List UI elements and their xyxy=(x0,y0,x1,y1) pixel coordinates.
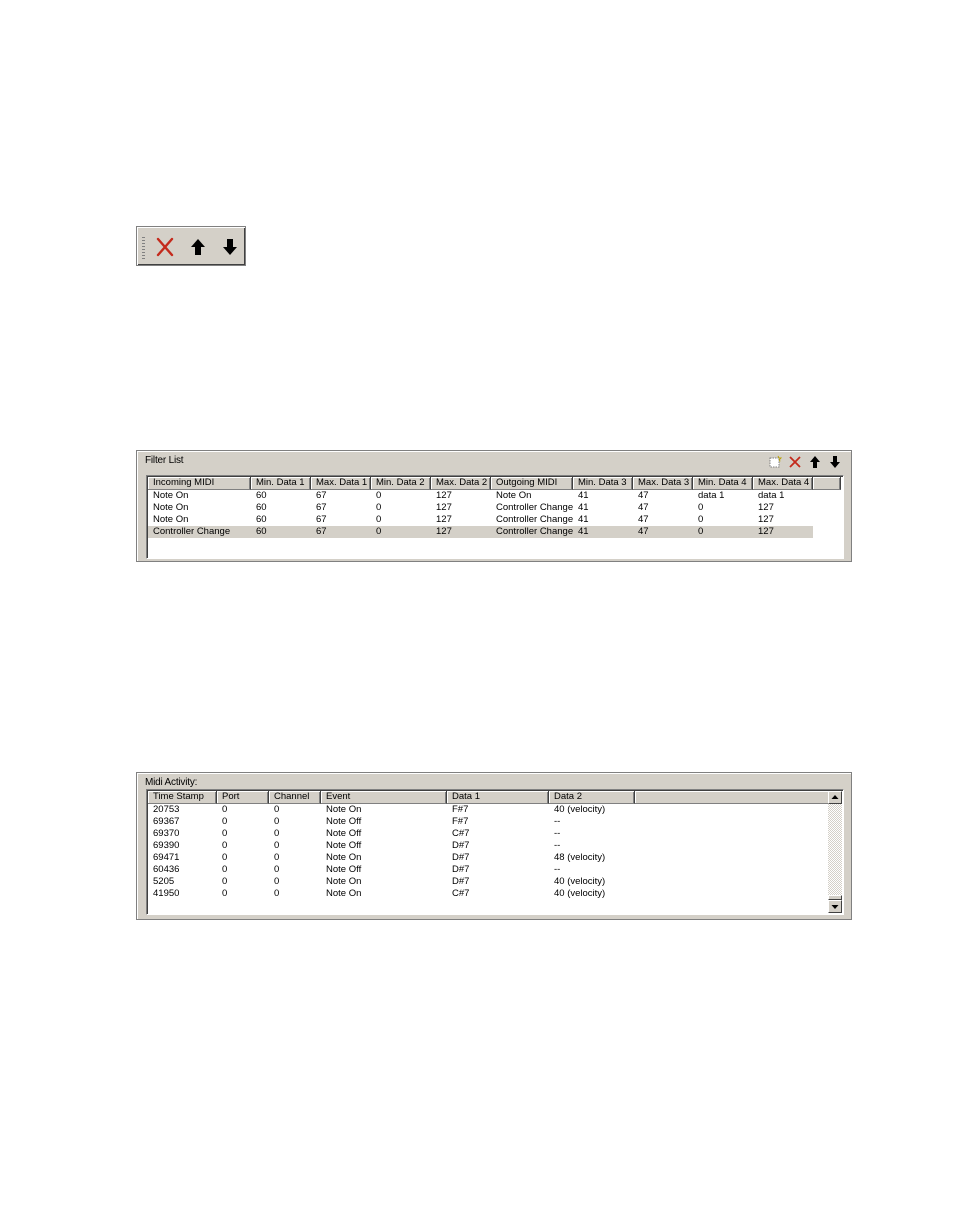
midi-activity-body xyxy=(148,804,635,900)
table-cell: Note On xyxy=(153,514,189,525)
table-cell: Controller Change xyxy=(496,526,573,537)
table-cell: 41 xyxy=(578,514,589,525)
column-header[interactable]: Port xyxy=(217,791,269,804)
table-row[interactable] xyxy=(148,828,635,840)
midi-activity-title: Midi Activity: xyxy=(145,777,198,788)
column-header[interactable]: Data 1 xyxy=(447,791,549,804)
midi-activity-view[interactable] xyxy=(146,789,844,915)
table-cell: 40 (velocity) xyxy=(554,876,606,887)
filter-list-body xyxy=(148,490,813,538)
table-cell: 0 xyxy=(222,816,228,827)
vertical-scrollbar[interactable] xyxy=(828,791,842,913)
table-cell: 0 xyxy=(222,828,228,839)
move-filter-up-button[interactable] xyxy=(807,455,823,469)
table-cell: 127 xyxy=(436,490,452,501)
table-cell: Note On xyxy=(326,888,362,899)
column-header[interactable]: Min. Data 2 xyxy=(371,477,431,490)
table-cell: 0 xyxy=(274,804,280,815)
column-header[interactable]: Outgoing MIDI xyxy=(491,477,573,490)
table-cell: 0 xyxy=(274,840,280,851)
table-cell: 20753 xyxy=(153,804,180,815)
table-cell: 0 xyxy=(698,514,704,525)
table-cell: 67 xyxy=(316,514,327,525)
table-cell: 60 xyxy=(256,490,267,501)
table-cell: 69370 xyxy=(153,828,180,839)
column-header[interactable]: Min. Data 3 xyxy=(573,477,633,490)
table-cell: 127 xyxy=(758,502,774,513)
table-cell: 60 xyxy=(256,502,267,513)
table-cell: Controller Change xyxy=(153,526,231,537)
column-header[interactable]: Event xyxy=(321,791,447,804)
table-cell: data 1 xyxy=(758,490,785,501)
column-header[interactable]: Max. Data 4 xyxy=(753,477,813,490)
table-row[interactable] xyxy=(148,526,813,538)
table-cell: -- xyxy=(554,816,561,827)
table-cell: 127 xyxy=(436,502,452,513)
table-cell: C#7 xyxy=(452,828,470,839)
table-cell: Note Off xyxy=(326,816,362,827)
table-cell: D#7 xyxy=(452,852,470,863)
table-cell: Note On xyxy=(326,804,362,815)
table-cell: -- xyxy=(554,828,561,839)
filter-list-title: Filter List xyxy=(145,455,184,466)
table-cell: Controller Change xyxy=(496,514,573,525)
table-cell: 69471 xyxy=(153,852,180,863)
table-cell: 127 xyxy=(436,526,452,537)
table-cell: 41 xyxy=(578,490,589,501)
table-cell: 69367 xyxy=(153,816,180,827)
table-cell: 0 xyxy=(274,888,280,899)
column-header-filler xyxy=(813,477,841,490)
table-cell: D#7 xyxy=(452,876,470,887)
filter-list-toolbar xyxy=(767,455,843,469)
delete-x-icon xyxy=(154,235,176,259)
table-row[interactable] xyxy=(148,502,813,514)
table-cell: 40 (velocity) xyxy=(554,804,606,815)
column-header-filler xyxy=(635,791,830,804)
column-header[interactable]: Max. Data 3 xyxy=(633,477,693,490)
table-cell: 60 xyxy=(256,514,267,525)
midi-activity-header xyxy=(148,791,830,804)
new-filter-button[interactable] xyxy=(767,455,783,469)
table-cell: 0 xyxy=(698,502,704,513)
table-cell: C#7 xyxy=(452,888,470,899)
move-down-button[interactable] xyxy=(219,235,241,259)
table-cell: 60436 xyxy=(153,864,180,875)
scroll-thumb[interactable] xyxy=(828,895,842,900)
table-cell: 47 xyxy=(638,490,649,501)
delete-x-icon xyxy=(787,455,803,469)
table-cell: 0 xyxy=(274,864,280,875)
scroll-up-button[interactable] xyxy=(828,791,842,804)
table-cell: Note On xyxy=(326,852,362,863)
delete-filter-button[interactable] xyxy=(787,455,803,469)
table-cell: 40 (velocity) xyxy=(554,888,606,899)
table-cell: 0 xyxy=(376,502,382,513)
table-row[interactable] xyxy=(148,816,635,828)
table-cell: F#7 xyxy=(452,804,469,815)
table-row[interactable] xyxy=(148,804,635,816)
toolbar-grip-handle[interactable] xyxy=(142,237,145,259)
table-cell: 127 xyxy=(436,514,452,525)
midi-activity-panel xyxy=(136,772,852,920)
table-cell: 0 xyxy=(274,876,280,887)
arrow-up-icon xyxy=(187,235,209,259)
arrow-up-icon xyxy=(807,455,823,469)
table-cell: 0 xyxy=(274,828,280,839)
table-row[interactable] xyxy=(148,888,635,900)
table-cell: 127 xyxy=(758,526,774,537)
table-cell: Controller Change xyxy=(496,502,573,513)
column-header[interactable]: Channel xyxy=(269,791,321,804)
table-cell: 47 xyxy=(638,502,649,513)
column-header[interactable]: Incoming MIDI xyxy=(148,477,251,490)
table-row[interactable] xyxy=(148,840,635,852)
table-row[interactable] xyxy=(148,852,635,864)
table-row[interactable] xyxy=(148,864,635,876)
filter-list-view[interactable] xyxy=(146,475,844,559)
filter-list-panel xyxy=(136,450,852,562)
table-cell: 67 xyxy=(316,502,327,513)
table-cell: data 1 xyxy=(698,490,725,501)
table-cell: D#7 xyxy=(452,864,470,875)
table-cell: 0 xyxy=(222,804,228,815)
column-header[interactable]: Data 2 xyxy=(549,791,635,804)
move-filter-down-button[interactable] xyxy=(827,455,843,469)
table-cell: -- xyxy=(554,840,561,851)
filter-list-header xyxy=(148,477,841,490)
table-cell: 5205 xyxy=(153,876,175,887)
table-cell: Note On xyxy=(326,876,362,887)
table-cell: 67 xyxy=(316,526,327,537)
scroll-up-arrow-icon xyxy=(829,792,841,803)
table-cell: Note On xyxy=(153,490,189,501)
column-header[interactable]: Max. Data 1 xyxy=(311,477,371,490)
table-cell: 0 xyxy=(222,864,228,875)
table-row[interactable] xyxy=(148,490,813,502)
column-header[interactable]: Min. Data 1 xyxy=(251,477,311,490)
table-cell: 47 xyxy=(638,526,649,537)
table-cell: 47 xyxy=(638,514,649,525)
table-cell: 41950 xyxy=(153,888,180,899)
table-row[interactable] xyxy=(148,514,813,526)
table-cell: D#7 xyxy=(452,840,470,851)
table-cell: 0 xyxy=(222,852,228,863)
table-cell: 0 xyxy=(376,514,382,525)
column-header[interactable]: Min. Data 4 xyxy=(693,477,753,490)
arrow-down-icon xyxy=(219,235,241,259)
move-up-button[interactable] xyxy=(187,235,209,259)
table-cell: 67 xyxy=(316,490,327,501)
table-cell: Note Off xyxy=(326,864,362,875)
column-header[interactable]: Time Stamp xyxy=(148,791,217,804)
table-cell: 0 xyxy=(376,490,382,501)
table-cell: Note Off xyxy=(326,840,362,851)
table-cell: 127 xyxy=(758,514,774,525)
table-cell: 41 xyxy=(578,502,589,513)
table-cell: -- xyxy=(554,864,561,875)
table-cell: 0 xyxy=(274,816,280,827)
table-cell: 0 xyxy=(222,840,228,851)
column-header[interactable]: Max. Data 2 xyxy=(431,477,491,490)
new-icon xyxy=(767,455,783,469)
scroll-down-arrow-icon xyxy=(829,901,841,912)
table-cell: 0 xyxy=(376,526,382,537)
table-row[interactable] xyxy=(148,876,635,888)
table-cell: F#7 xyxy=(452,816,469,827)
table-cell: 60 xyxy=(256,526,267,537)
table-cell: Note On xyxy=(153,502,189,513)
table-cell: 0 xyxy=(222,876,228,887)
table-cell: Note Off xyxy=(326,828,362,839)
table-cell: 69390 xyxy=(153,840,180,851)
edit-toolbar xyxy=(136,226,246,266)
table-cell: 48 (velocity) xyxy=(554,852,606,863)
table-cell: 0 xyxy=(274,852,280,863)
table-cell: Note On xyxy=(496,490,532,501)
table-cell: 41 xyxy=(578,526,589,537)
arrow-down-icon xyxy=(827,455,843,469)
table-cell: 0 xyxy=(698,526,704,537)
table-cell: 0 xyxy=(222,888,228,899)
delete-button[interactable] xyxy=(154,235,176,259)
scroll-down-button[interactable] xyxy=(828,900,842,913)
